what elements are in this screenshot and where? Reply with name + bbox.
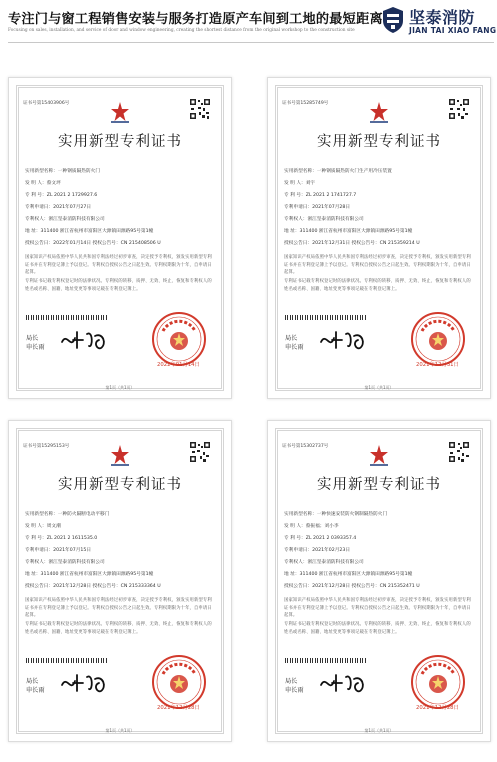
page-footer: 第1页（共1页） (364, 385, 394, 390)
certificate-paragraph: 国家知识产权局依照中华人民共和国专利法经过初步审查，决定授予专利权，颁发实用新型专利证书并在专利登记簿上予以登记。专利权自授权公告之日起生效。专利权期限为十年，自申请日起算。 (284, 255, 471, 276)
utility-model-name: 实用新型名称：一种防火隔断电动平移门 (25, 512, 110, 517)
director-signature (318, 671, 370, 695)
patent-number: 专 利 号：ZL 2021 2 0393357.4 (284, 536, 357, 541)
utility-model-name: 实用新型名称：一种钢质隔热防火门生产用冷压装置 (284, 169, 392, 174)
seal-date: 2021年12月31日 (416, 362, 459, 368)
page-footer: 第1页（共1页） (105, 385, 135, 390)
address: 地 址：311400 浙江省杭州市富阳区大源镇田源路95号第1幢 (284, 572, 413, 577)
address: 地 址：311400 浙江省杭州市富阳区大源镇田源路95号第1幢 (25, 572, 154, 577)
seal-date: 2021年12月28日 (416, 705, 459, 711)
certificate-paragraph: 国家知识产权局依照中华人民共和国专利法经过初步审查，决定授予专利权，颁发实用新型专利证书并在专利登记簿上予以登记。专利权自授权公告之日起生效。专利权期限为十年，自申请日起算。 (284, 598, 471, 619)
page-footer: 第1页（共1页） (364, 728, 394, 733)
barcode (285, 658, 367, 663)
barcode (26, 315, 108, 320)
page-subtitle: Focusing on sales, installation, and service of door and window engineering, creating the shortest distance from the original workshop to the construction site (8, 28, 355, 33)
patent-number: 专 利 号：ZL 2021 2 1611535.0 (25, 536, 98, 541)
brand-pinyin: JIAN TAI XIAO FANG (409, 26, 497, 35)
certificate-number: 证书号第15295153号 (23, 444, 70, 449)
patent-emblem-icon (108, 443, 132, 467)
announcement-info: 授权公告日：2022年01月14日 授权公告号：CN 215408506 U (25, 241, 161, 246)
certificate-paragraph: 专利证书记载专利权登记时的法律状况。专利权的转移、质押、无效、终止、恢复和专利权人的姓名或名称、国籍、地址变更等事项记载在专利登记簿上。 (25, 279, 212, 292)
certificate-card (267, 420, 491, 742)
brand-name: 坚泰消防 (409, 8, 476, 27)
announcement-info: 授权公告日：2021年12月28日 授权公告号：CN 215352471 U (284, 584, 420, 589)
qr-code-icon (189, 441, 211, 463)
director-label: 局长 申长雨 (26, 335, 45, 351)
header-divider (8, 42, 494, 43)
page-footer: 第1页（共1页） (105, 728, 135, 733)
utility-model-name: 实用新型名称：一种钢质隔热防火门 (25, 169, 101, 174)
qr-code-icon (189, 98, 211, 120)
barcode (285, 315, 367, 320)
seal-date: 2022年01月14日 (157, 362, 200, 368)
announcement-info: 授权公告日：2021年12月28日 授权公告号：CN 215333364 U (25, 584, 161, 589)
patentee: 专利权人：浙江坚泰消防科技有限公司 (25, 560, 105, 565)
inventor: 发 明 人：刘宇 (284, 181, 316, 186)
address: 地 址：311400 浙江省杭州市富阳区大源镇田源路95号第1幢 (284, 229, 413, 234)
director-signature (59, 671, 111, 695)
director-signature (318, 328, 370, 352)
qr-code-icon (448, 441, 470, 463)
inventor: 发 明 人：蔡振福；刘小李 (284, 524, 339, 529)
seal-date: 2021年12月28日 (157, 705, 200, 711)
certificate-title: 实用新型专利证书 (317, 134, 441, 150)
certificate-paragraph: 国家知识产权局依照中华人民共和国专利法经过初步审查，决定授予专利权，颁发实用新型专利证书并在专利登记簿上予以登记。专利权自授权公告之日起生效。专利权期限为十年，自申请日起算。 (25, 598, 212, 619)
patentee: 专利权人：浙江坚泰消防科技有限公司 (284, 217, 364, 222)
qr-code-icon (448, 98, 470, 120)
official-seal (151, 654, 207, 710)
certificate-paragraph: 国家知识产权局依照中华人民共和国专利法经过初步审查，决定授予专利权，颁发实用新型专利证书并在专利登记簿上予以登记。专利权自授权公告之日起生效。专利权期限为十年，自申请日起算。 (25, 255, 212, 276)
certificate-title: 实用新型专利证书 (317, 477, 441, 493)
patent-emblem-icon (367, 443, 391, 467)
certificate-title: 实用新型专利证书 (58, 134, 182, 150)
patentee: 专利权人：浙江坚泰消防科技有限公司 (25, 217, 105, 222)
certificate-paragraph: 专利证书记载专利权登记时的法律状况。专利权的转移、质押、无效、终止、恢复和专利权人的姓名或名称、国籍、地址变更等事项记载在专利登记簿上。 (284, 622, 471, 635)
inventor: 发 明 人：蔡文坪 (25, 181, 61, 186)
patent-emblem-icon (108, 100, 132, 124)
certificate-paragraph: 专利证书记载专利权登记时的法律状况。专利权的转移、质押、无效、终止、恢复和专利权人的姓名或名称、国籍、地址变更等事项记载在专利登记簿上。 (25, 622, 212, 635)
official-seal (410, 311, 466, 367)
patent-number: 专 利 号：ZL 2021 2 1741727.7 (284, 193, 357, 198)
certificate-paragraph: 专利证书记载专利权登记时的法律状况。专利权的转移、质押、无效、终止、恢复和专利权人的姓名或名称、国籍、地址变更等事项记载在专利登记簿上。 (284, 279, 471, 292)
application-date: 专利申请日：2021年07月28日 (284, 205, 351, 210)
announcement-info: 授权公告日：2021年12月31日 授权公告号：CN 215359214 U (284, 241, 420, 246)
official-seal (410, 654, 466, 710)
official-seal (151, 311, 207, 367)
page-header (0, 0, 497, 44)
brand-logo (382, 4, 497, 38)
utility-model-name: 实用新型名称：一种快速安装防火钢制隔热防火门 (284, 512, 388, 517)
director-signature (59, 328, 111, 352)
certificate-number: 证书号第15403906号 (23, 101, 70, 106)
application-date: 专利申请日：2021年07月15日 (25, 548, 92, 553)
page-title: 专注门与窗工程销售安装与服务打造原产车间到工地的最短距离 (8, 12, 383, 27)
certificate-title: 实用新型专利证书 (58, 477, 182, 493)
certificate-number: 证书号第15285749号 (282, 101, 329, 106)
patent-emblem-icon (367, 100, 391, 124)
patentee: 专利权人：浙江坚泰消防科技有限公司 (284, 560, 364, 565)
director-label: 局长 申长雨 (26, 678, 45, 694)
certificate-number: 证书号第15302737号 (282, 444, 329, 449)
application-date: 专利申请日：2021年07月27日 (25, 205, 92, 210)
brand-shield-icon (382, 6, 404, 34)
certificate-card (8, 420, 232, 742)
director-label: 局长 申长雨 (285, 335, 304, 351)
certificate-card (8, 77, 232, 399)
application-date: 专利申请日：2021年02月23日 (284, 548, 351, 553)
certificate-card (267, 77, 491, 399)
patent-number: 专 利 号：ZL 2021 2 1729927.6 (25, 193, 98, 198)
barcode (26, 658, 108, 663)
inventor: 发 明 人：周文潮 (25, 524, 61, 529)
director-label: 局长 申长雨 (285, 678, 304, 694)
address: 地 址：311400 浙江省杭州市富阳区大源镇田源路95号第1幢 (25, 229, 154, 234)
